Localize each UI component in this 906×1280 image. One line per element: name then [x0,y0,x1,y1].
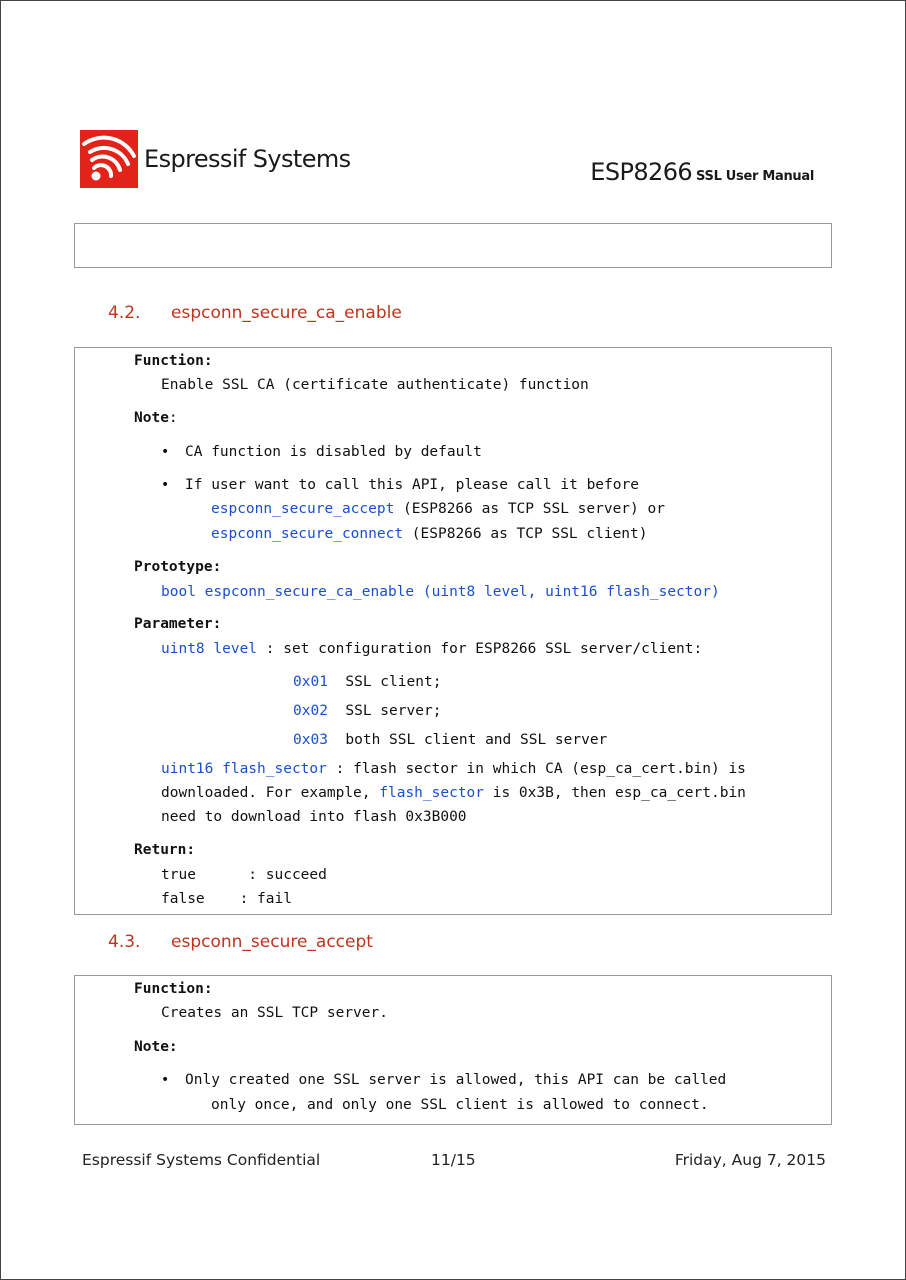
note-item-1: CA function is disabled by default [185,444,482,460]
section-number: 4.3. [108,932,141,952]
bullet-icon: • [161,477,170,493]
value-row [293,732,607,748]
param-line2-api: flash_sector [379,785,485,801]
param-line2-suffix: is 0x3B, then esp_ca_cert.bin [484,785,746,801]
api-link-secure-connect: espconn_secure_connect [211,526,404,542]
param-flash-sector-desc: : flash sector in which CA (esp_ca_cert.bin) is [326,761,746,777]
note-label-line [134,410,178,426]
bullet-icon: • [161,1072,170,1088]
empty-box [74,223,832,268]
value-desc: SSL client; [345,674,442,690]
footer-left: Espressif Systems Confidential [82,1151,321,1169]
param-flash-sector-name: uint16 flash_sector [161,761,327,777]
param-level-name: uint8 level [161,641,258,657]
param-level-desc: : set configuration for ESP8266 SSL server/client: [257,641,703,657]
api-box-secure-accept [74,975,832,1125]
value-code: 0x02 [293,703,328,719]
section-title: espconn_secure_accept [171,932,373,952]
note-item-1: Only created one SSL server is allowed, this API can be called [185,1072,727,1088]
function-label: Function: [134,981,213,997]
note-item-1-line2: only once, and only one SSL client is allowed to connect. [211,1097,709,1113]
value-desc: SSL server; [345,703,442,719]
return-false: false : fail [161,891,292,907]
section-heading-4-3 [108,932,373,952]
param-flash-sector-line3: need to download into flash 0x3B000 [161,809,467,825]
value-row [293,703,441,719]
note-label: Note: [134,1039,178,1055]
value-code: 0x01 [293,674,328,690]
doc-title [590,158,814,186]
value-code: 0x03 [293,732,328,748]
espressif-logo-icon [80,130,138,188]
brand-name: Espressif Systems [144,145,351,173]
function-label: Function: [134,353,213,369]
footer-page-number: 11/15 [431,1151,476,1169]
note-item-2-suffix-1: (ESP8266 as TCP SSL server) or [394,501,665,517]
prototype-label: Prototype: [134,559,222,575]
param-flash-sector [161,761,746,777]
section-number: 4.2. [108,303,141,323]
section-heading-4-2 [108,303,402,323]
api-box-ca-enable [74,347,832,915]
return-label: Return: [134,842,196,858]
doc-title-sub: SSL User Manual [696,169,814,184]
value-desc: both SSL client and SSL server [345,732,608,748]
param-flash-sector-line2 [161,785,746,801]
param-line2-prefix: downloaded. For example, [161,785,380,801]
note-item-2: If user want to call this API, please call it before [185,477,639,493]
header-logo [80,130,351,188]
function-desc: Creates an SSL TCP server. [161,1005,388,1021]
param-level [161,641,702,657]
function-desc: Enable SSL CA (certificate authenticate) function [161,377,589,393]
parameter-label: Parameter: [134,616,222,632]
section-title: espconn_secure_ca_enable [171,303,402,323]
bullet-icon: • [161,444,170,460]
note-item-2-suffix-2: (ESP8266 as TCP SSL client) [403,526,648,542]
footer-date: Friday, Aug 7, 2015 [674,1151,826,1169]
note-label: Note [134,410,169,426]
note-colon: : [168,410,178,426]
doc-title-main: ESP8266 [590,158,693,186]
note-item-2-line2 [211,501,665,517]
return-true: true : succeed [161,867,327,883]
api-link-secure-accept: espconn_secure_accept [211,501,395,517]
note-item-2-line3 [211,526,648,542]
value-row [293,674,441,690]
prototype: bool espconn_secure_ca_enable (uint8 level, uint16 flash_sector) [161,584,720,600]
